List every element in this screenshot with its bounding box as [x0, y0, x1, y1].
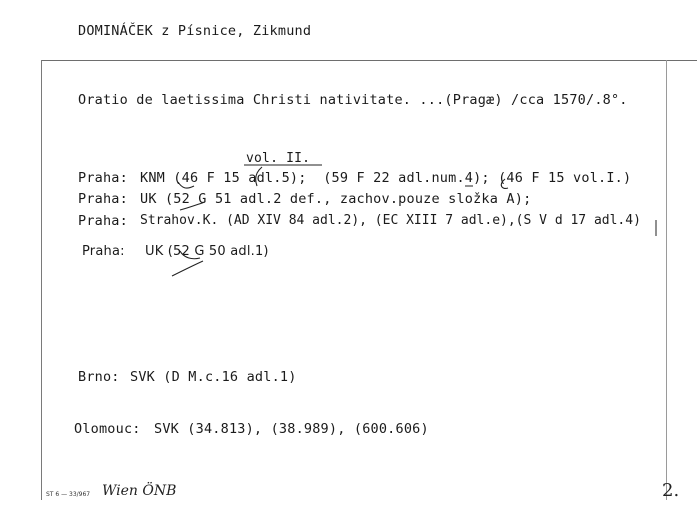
praha-uk-holding: UK (52 G 51 adl.2 def., zachov.pouze složka A); — [140, 191, 532, 207]
vol-annotation: vol. II. — [246, 151, 311, 166]
signature-handwritten: Wien ÖNB — [102, 483, 177, 499]
author-heading: DOMINÁČEK z Písnice, Zikmund — [78, 23, 312, 39]
brno-holding: SVK (D M.c.16 adl.1) — [130, 369, 297, 385]
praha-strahov-label: Praha: — [78, 213, 128, 229]
olomouc-holding: SVK (34.813), (38.989), (600.606) — [154, 421, 429, 437]
praha-knm-holding: KNM (46 F 15 adl.5); (59 F 22 adl.num.4); (46 F 15 vol.I.) — [140, 170, 632, 186]
card-number: 2. — [662, 480, 680, 501]
praha-uk2-holding: UK (52 G 50 adl.1) — [145, 244, 269, 259]
work-title: Oratio de laetissima Christi nativitate. ...(Pragæ) /cca 1570/.8°. — [78, 92, 628, 108]
print-code: ST 6 — 33/967 — [46, 491, 91, 498]
praha-uk2-label: Praha: — [82, 244, 125, 259]
praha-uk-label: Praha: — [78, 191, 128, 207]
olomouc-label: Olomouc: — [74, 421, 141, 437]
brno-label: Brno: — [78, 369, 120, 385]
praha-knm-label: Praha: — [78, 170, 128, 186]
praha-strahov-holding: Strahov.K. (AD XIV 84 adl.2), (EC XIII 7 adl.e),(S V d 17 adl.4) — [140, 213, 641, 228]
